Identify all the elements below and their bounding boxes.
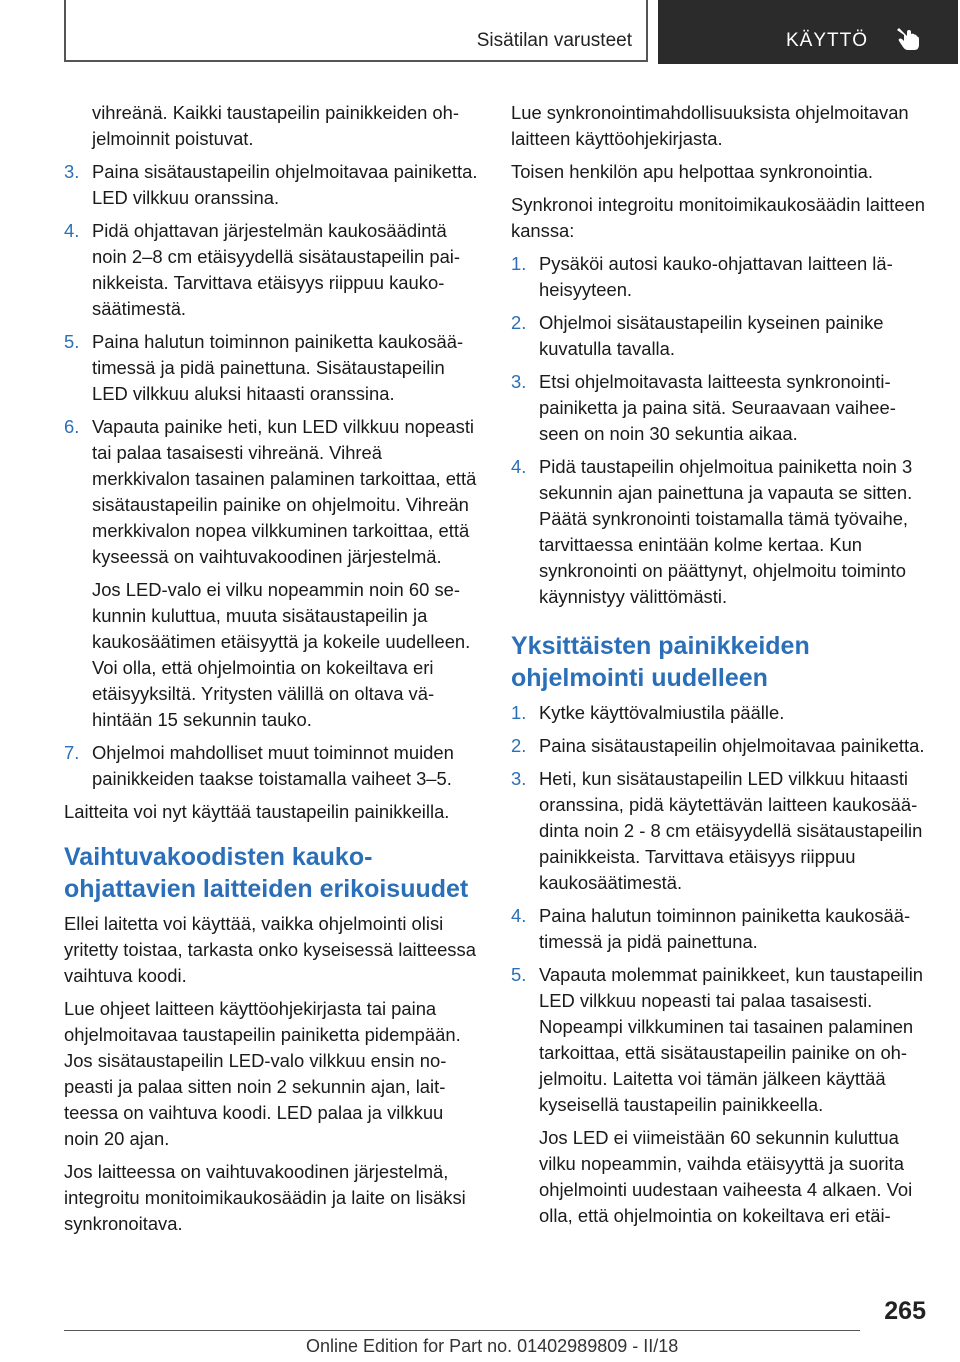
- step-continuation: vihreänä. Kaikki taustapeilin painikkeiden ohjelmoinnit poistuvat.: [92, 102, 460, 149]
- list-item: [64, 218, 480, 322]
- step-number: 2.: [511, 312, 527, 333]
- body-paragraph: Toisen henkilön apu helpottaa synkronointia.: [511, 161, 873, 182]
- footer-divider: [64, 1330, 860, 1331]
- step-number: 3.: [511, 371, 527, 392]
- list-item: [511, 766, 927, 896]
- step-text: Heti, kun sisätaustapeilin LED vilkkuu hitaasti oranssina, pidä käytettävän laitteen kaukosäädinta noin 2 - 8 cm etäisyydellä sisätaustapeilin painikkeista. Tarvittava etäisyys riippuu kaukosäätimestä.: [539, 768, 923, 893]
- chapter-title: KÄYTTÖ: [786, 30, 869, 51]
- list-item: [511, 962, 927, 1118]
- step-number: 3.: [64, 161, 80, 182]
- step-number: 4.: [511, 456, 527, 477]
- step-number: 4.: [64, 220, 80, 241]
- hand-pointer-icon: [896, 26, 920, 52]
- section-heading: Vaihtuvakoodisten kaukoohjattavien laitteiden erikoisuudet: [64, 843, 469, 903]
- body-paragraph: Jos laitteessa on vaihtuvakoodinen järjestelmä, integroitu monitoimikaukosäädin ja laite on lisäksi synkronoitava.: [64, 1161, 466, 1234]
- step-number: 7.: [64, 742, 80, 763]
- page-header: [64, 0, 958, 64]
- list-item: [511, 310, 927, 362]
- body-paragraph: Ellei laitetta voi käyttää, vaikka ohjelmointi olisi yritetty toistaa, tarkasta onko kyseisessä laitteessa vaihtuva koodi.: [64, 913, 476, 986]
- step-text: Vapauta molemmat painikkeet, kun taustapeilin LED vilkkuu nopeasti tai palaa tasaisesti. Nopeampi vilkkuminen tai tasainen palaminen tarkoittaa, että sisätaustapeilin painike on ohjelmoitu. Laitetta voi tämän jälkeen käyttää kyseisellä taustapeilin painikkeella.: [539, 964, 924, 1115]
- step-text: Paina sisätaustapeilin ohjelmoitavaa painiketta.: [539, 735, 925, 756]
- step-text: Paina halutun toiminnon painiketta kaukosäätimessä ja pidä painettuna.: [539, 905, 911, 952]
- list-item: [64, 414, 480, 570]
- list-item: [511, 903, 927, 955]
- step-text: Pysäköi autosi kauko-ohjattavan laitteen läheisyyteen.: [539, 253, 893, 300]
- section-tab: [64, 0, 648, 62]
- list-item: [511, 733, 927, 759]
- body-paragraph: Lue ohjeet laitteen käyttöohjekirjasta tai paina ohjelmoitavaa taustapeilin painiketta pidempään. Jos sisätaustapeilin LED-valo vilkkuu ensin nopeasti ja palaa sitten noin 2 sekunnin ajan, laitteessa on vaihtuva koodi. LED palaa ja vilkkuu noin 20 ajan.: [64, 998, 461, 1149]
- step-number: 2.: [511, 735, 527, 756]
- list-item: [64, 740, 480, 792]
- step-number: 1.: [511, 253, 527, 274]
- edition-footer: Online Edition for Part no. 01402989809 - II/18: [306, 1336, 679, 1356]
- step-number: 1.: [511, 702, 527, 723]
- left-column: [64, 100, 480, 1244]
- step-text: Ohjelmoi sisätaustapeilin kyseinen painike kuvatulla tavalla.: [539, 312, 884, 359]
- step-text: Paina halutun toiminnon painiketta kaukosäätimessä ja pidä painettuna. Sisätaustapeilin LED vilkkuu aluksi hitaasti oranssina.: [92, 331, 464, 404]
- list-item: [64, 329, 480, 407]
- step-number: 5.: [64, 331, 80, 352]
- list-item: [511, 700, 927, 726]
- step-text: Ohjelmoi mahdolliset muut toiminnot muiden painikkeiden taakse toistamalla vaiheet 3–5.: [92, 742, 454, 789]
- section-title: Sisätilan varusteet: [476, 30, 632, 51]
- page-number: 265: [884, 1297, 926, 1325]
- step-note: Jos LED ei viimeistään 60 sekunnin kuluttua vilku nopeammin, vaihda etäisyyttä ja suorita ohjelmointi uudestaan vaiheesta 4 alkaen. Voi olla, että ohjelmointia on kokeiltava eri etäi-: [539, 1127, 913, 1226]
- step-text: Vapauta painike heti, kun LED vilkkuu nopeasti tai palaa tasaisesti vihreänä. Vihreä merkkivalon tasainen palaminen tarkoittaa, että sisätaustapeilin painike on ohjelmoitu. Vihreän merkkivalon nopea vilkkuminen tarkoittaa, että kyseessä on vaihtuvakoodinen järjestelmä.: [92, 416, 477, 567]
- step-note: Jos LED-valo ei vilku nopeammin noin 60 sekunnin kuluttua, muuta sisätaustapeilin ja kaukosäätimen etäisyyttä ja kokeile uudelleen. Voi olla, että ohjelmointia on kokeiltava eri etäisyyksiltä. Yritysten välillä on oltava vähintään 15 sekunnin tauko.: [92, 579, 471, 730]
- section-heading: Yksittäisten painikkeiden ohjelmointi uudelleen: [511, 632, 810, 692]
- step-text: Pidä taustapeilin ohjelmoitua painiketta noin 3 sekunnin ajan painettuna ja vapauta se sitten. Päätä synkronointi toistamalla tämä työvaihe, tarvittaessa enintään kolme kertaa. Kun synkronointi on päättynyt, ohjelmoitu toiminto käynnistyy välittömästi.: [539, 456, 913, 607]
- step-text: Etsi ohjelmoitavasta laitteesta synkronointipainiketta ja paina sitä. Seuraavaan vaiheeseen on noin 30 sekuntia aikaa.: [539, 371, 896, 444]
- step-text: Pidä ohjattavan järjestelmän kaukosäädintä noin 2–8 cm etäisyydellä sisätaustapeilin painikkeista. Tarvittava etäisyys riippuu kaukosäätimestä.: [92, 220, 461, 319]
- step-number: 5.: [511, 964, 527, 985]
- body-paragraph: Laitteita voi nyt käyttää taustapeilin painikkeilla.: [64, 801, 450, 822]
- right-column: [511, 100, 927, 1236]
- list-item: [511, 251, 927, 303]
- step-text: Paina sisätaustapeilin ohjelmoitavaa painiketta. LED vilkkuu oranssina.: [92, 161, 478, 208]
- step-number: 6.: [64, 416, 80, 437]
- step-text: Kytke käyttövalmiustila päälle.: [539, 702, 785, 723]
- list-item: [511, 369, 927, 447]
- body-paragraph: Lue synkronointimahdollisuuksista ohjelmoitavan laitteen käyttöohjekirjasta.: [511, 102, 909, 149]
- step-number: 3.: [511, 768, 527, 789]
- list-item: [64, 159, 480, 211]
- chapter-tab: [658, 0, 958, 64]
- list-item: [511, 454, 927, 610]
- step-number: 4.: [511, 905, 527, 926]
- body-paragraph: Synkronoi integroitu monitoimikaukosäädin laitteen kanssa:: [511, 194, 926, 241]
